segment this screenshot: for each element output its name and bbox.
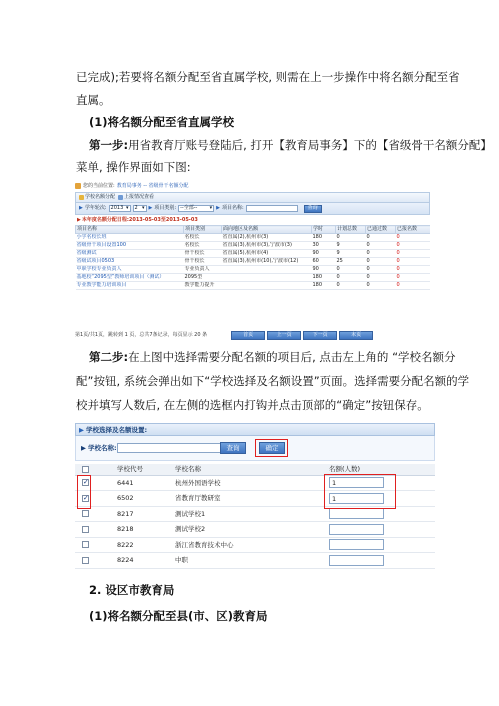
project-name-link[interactable]: 省级试项目0503	[76, 258, 184, 266]
checkbox-highlight-box	[77, 475, 91, 509]
filter-bar	[75, 203, 430, 215]
last-page-button[interactable]: 末页	[339, 331, 373, 340]
step1-line-2: 菜单, 操作界面如下图:	[76, 160, 191, 174]
column-header: 计划总数	[336, 226, 366, 234]
table-cell: 教学能力提升	[184, 282, 222, 290]
table-row	[75, 537, 435, 553]
table-cell: 0	[366, 282, 396, 290]
checkbox-cell	[75, 537, 117, 553]
table-cell	[222, 282, 312, 290]
school-name: 杭州外国语学校	[175, 475, 321, 491]
school-selection-screenshot	[75, 423, 435, 573]
heading-county-allocation: (1)将名额分配至县(市、区)教育局	[89, 609, 268, 623]
table-cell: 0	[366, 242, 396, 250]
table-cell: 省直属(3),杭州市(3),宁波市(3)	[222, 242, 312, 250]
table-cell: 0	[336, 234, 366, 242]
table-cell: 180	[312, 234, 336, 242]
school-checkbox[interactable]	[82, 541, 89, 548]
step2-line-2: 配”按钮, 系统会弹出如下“学校选择及名额设置”页面。选择需要分配名额的学	[76, 374, 470, 388]
school-code: 6502	[117, 491, 175, 507]
column-header: 学时	[312, 226, 336, 234]
table-cell: 0	[396, 266, 431, 274]
table-row[interactable]	[76, 266, 431, 274]
pencil-icon	[79, 195, 84, 200]
select-all-checkbox[interactable]	[82, 466, 89, 473]
quota-input[interactable]	[329, 555, 384, 566]
step2-label: 第二步:	[89, 350, 129, 364]
table-cell: 0	[396, 250, 431, 258]
column-header: 面向地区及名额	[222, 226, 312, 234]
school-quota-tab[interactable]	[79, 194, 115, 201]
table-cell: 0	[336, 282, 366, 290]
table-cell: 0	[396, 234, 431, 242]
name-label: 项目名称:	[221, 205, 244, 211]
table-row[interactable]	[76, 258, 431, 266]
table-cell: 0	[396, 258, 431, 266]
report-status-tab[interactable]	[118, 194, 154, 201]
round-select[interactable]	[133, 205, 147, 212]
table-cell: 90	[312, 266, 336, 274]
select-all-cell	[75, 464, 117, 475]
project-name-link[interactable]: 专业教学能力培训项目	[76, 282, 184, 290]
checkbox-cell	[75, 553, 117, 569]
table-cell: 9	[336, 242, 366, 250]
table-cell: 0	[366, 266, 396, 274]
table-cell: 25	[336, 258, 366, 266]
school-checkbox[interactable]	[82, 510, 89, 517]
checkbox-cell	[75, 522, 117, 538]
confirm-button[interactable]: 确定	[259, 442, 285, 454]
heading-provincial-schools: (1)将名额分配至省直属学校	[89, 115, 235, 129]
table-cell	[222, 266, 312, 274]
query-button[interactable]: 查询	[220, 442, 246, 454]
table-cell: 90	[312, 250, 336, 258]
column-header: 学校名称	[175, 464, 321, 475]
doc-line-2: 直属。	[76, 93, 111, 107]
table-cell: 骨干校长	[184, 258, 222, 266]
quota-cell	[321, 537, 435, 553]
table-cell: 0	[336, 274, 366, 282]
chevron-down-icon: ▾	[209, 205, 213, 211]
project-name-link[interactable]: 省级测试	[76, 250, 184, 258]
school-code: 8224	[117, 553, 175, 569]
step2-line-3: 校并填写人数后, 在左侧的选框内打钩并点击顶部的“确定”按钮保存。	[76, 398, 429, 412]
home-icon	[75, 183, 81, 189]
column-header: 已报名数	[396, 226, 431, 234]
school-code: 6441	[117, 475, 175, 491]
arrow-icon: ▶	[81, 444, 86, 452]
quota-input[interactable]	[329, 508, 384, 519]
school-name-input[interactable]	[117, 443, 235, 453]
step1-paragraph	[89, 137, 492, 153]
column-header: 学校代号	[117, 464, 175, 475]
step2-text: 在上图中选择需要分配名额的项目后, 点击左上角的 “学校名额分	[128, 350, 456, 364]
arrow-icon: ▶	[148, 205, 153, 211]
school-checkbox[interactable]	[82, 557, 89, 564]
period-title-text: 本年度名额分配日程:2013-05-03至2013-05-03	[81, 217, 198, 223]
school-code: 8218	[117, 522, 175, 538]
table-cell: 0	[366, 274, 396, 282]
school-name: 测试学校2	[175, 522, 321, 538]
first-page-button[interactable]: 首页	[231, 331, 265, 340]
school-name: 省教育厅教研室	[175, 491, 321, 507]
school-name: 浙江省教育技术中心	[175, 537, 321, 553]
year-select[interactable]	[109, 205, 131, 212]
pagination	[75, 329, 430, 341]
column-header: 名额(人数)	[321, 464, 435, 475]
document-icon	[118, 195, 123, 200]
quota-input[interactable]: 1	[329, 477, 384, 488]
table-cell: 0	[366, 234, 396, 242]
table-cell: 0	[366, 258, 396, 266]
step2-paragraph	[89, 349, 456, 365]
school-quota-tab-label: 学校名额分配	[85, 194, 116, 200]
quota-cell	[321, 553, 435, 569]
column-header: 已通过数	[366, 226, 396, 234]
table-cell: 省直属(3),杭州市(10),宁波市(12)	[222, 258, 312, 266]
school-code: 8222	[117, 537, 175, 553]
table-cell: 0	[396, 282, 431, 290]
query-button[interactable]: 查询	[304, 205, 322, 213]
category-value: --全部--	[180, 205, 198, 211]
period-title	[75, 216, 430, 225]
table-row	[75, 522, 435, 538]
breadcrumb	[75, 181, 430, 191]
table-row[interactable]	[76, 234, 431, 242]
table-cell: 0	[336, 266, 366, 274]
table-cell: 0	[396, 242, 431, 250]
chevron-down-icon: ▾	[142, 205, 145, 211]
quota-input[interactable]	[329, 539, 384, 550]
table-row[interactable]	[76, 250, 431, 258]
report-status-tab-label: 上报情况查看	[124, 194, 155, 200]
project-table	[75, 225, 430, 290]
table-cell: 9	[336, 250, 366, 258]
quota-cell	[321, 522, 435, 538]
school-checkbox[interactable]	[82, 526, 89, 533]
confirm-highlight-box	[255, 439, 288, 457]
school-name: 测试学校1	[175, 506, 321, 522]
project-name-link[interactable]: 基地校“2095型”教师培训项目（测试）	[76, 274, 184, 282]
chevron-down-icon: ▾	[126, 205, 129, 211]
quota-input[interactable]: 1	[329, 493, 384, 504]
project-name-input[interactable]	[246, 205, 298, 212]
next-page-button[interactable]: 下一页	[303, 331, 337, 340]
round-label: 学年轮次:	[84, 205, 107, 211]
year-value: 2013	[110, 205, 124, 211]
arrow-icon: ▶	[216, 205, 220, 211]
table-cell: 2095型	[184, 274, 222, 282]
table-cell: 专业负责人	[184, 266, 222, 274]
breadcrumb-prefix: 您的当前位置:	[83, 182, 115, 189]
pager-text: 第1页/共1页，跳转到 1 页，总共7条记录，每页显示 20 条	[75, 331, 208, 338]
table-cell: 0	[396, 274, 431, 282]
project-name-link[interactable]: 小学名校长班	[76, 234, 184, 242]
table-header-row	[76, 226, 431, 234]
project-name-link[interactable]: 省级骨干项目设置100	[76, 242, 184, 250]
category-label: 项目类别:	[154, 205, 177, 211]
dialog-header	[75, 423, 435, 436]
step1-label: 第一步:	[89, 138, 129, 152]
arrow-icon: ▶	[79, 425, 84, 434]
table-cell: 省直属(5),杭州市(4)	[222, 250, 312, 258]
arrow-icon: ▶	[79, 205, 83, 211]
quota-highlight-box	[324, 474, 396, 509]
school-name: 中职	[175, 553, 321, 569]
table-cell: 骨干校长	[184, 250, 222, 258]
table-cell: 省直属(2),杭州市(3)	[222, 234, 312, 242]
table-cell: 60	[312, 258, 336, 266]
column-header: 项目名称	[76, 226, 184, 234]
allocation-screenshot	[75, 181, 430, 342]
step1-text: 用省教育厅账号登陆后, 打开【教育局事务】下的【省级骨干名额分配】	[128, 138, 492, 152]
doc-line-1: 已完成);若要将名额分配至省直属学校, 则需在上一步操作中将名额分配至省	[76, 70, 460, 84]
table-row[interactable]	[76, 282, 431, 290]
arrow-icon: ▶	[77, 217, 81, 223]
column-header: 项目类别	[184, 226, 222, 234]
prev-page-button[interactable]: 上一页	[267, 331, 301, 340]
heading-city-bureau: 2. 设区市教育局	[89, 583, 175, 597]
category-select[interactable]	[178, 205, 214, 212]
table-cell: 0	[366, 250, 396, 258]
table-cell	[222, 274, 312, 282]
table-cell: 名校长	[184, 242, 222, 250]
table-row	[75, 553, 435, 569]
table-cell: 180	[312, 282, 336, 290]
table-row[interactable]	[76, 242, 431, 250]
school-name-label	[81, 444, 117, 452]
table-cell: 180	[312, 274, 336, 282]
school-code: 8217	[117, 506, 175, 522]
table-cell: 名校长	[184, 234, 222, 242]
quota-input[interactable]	[329, 524, 384, 535]
toolbar	[75, 192, 430, 203]
table-row[interactable]	[76, 274, 431, 282]
dialog-header-text: 学校选择及名额设置:	[86, 425, 148, 434]
project-name-link[interactable]: 中职学校专业负责人	[76, 266, 184, 274]
school-name-label-text: 学校名称:	[88, 444, 117, 452]
round-value: 2	[134, 205, 138, 211]
table-cell: 30	[312, 242, 336, 250]
breadcrumb-path[interactable]: 教育局事务 -- 省级骨干名额分配	[116, 182, 189, 189]
